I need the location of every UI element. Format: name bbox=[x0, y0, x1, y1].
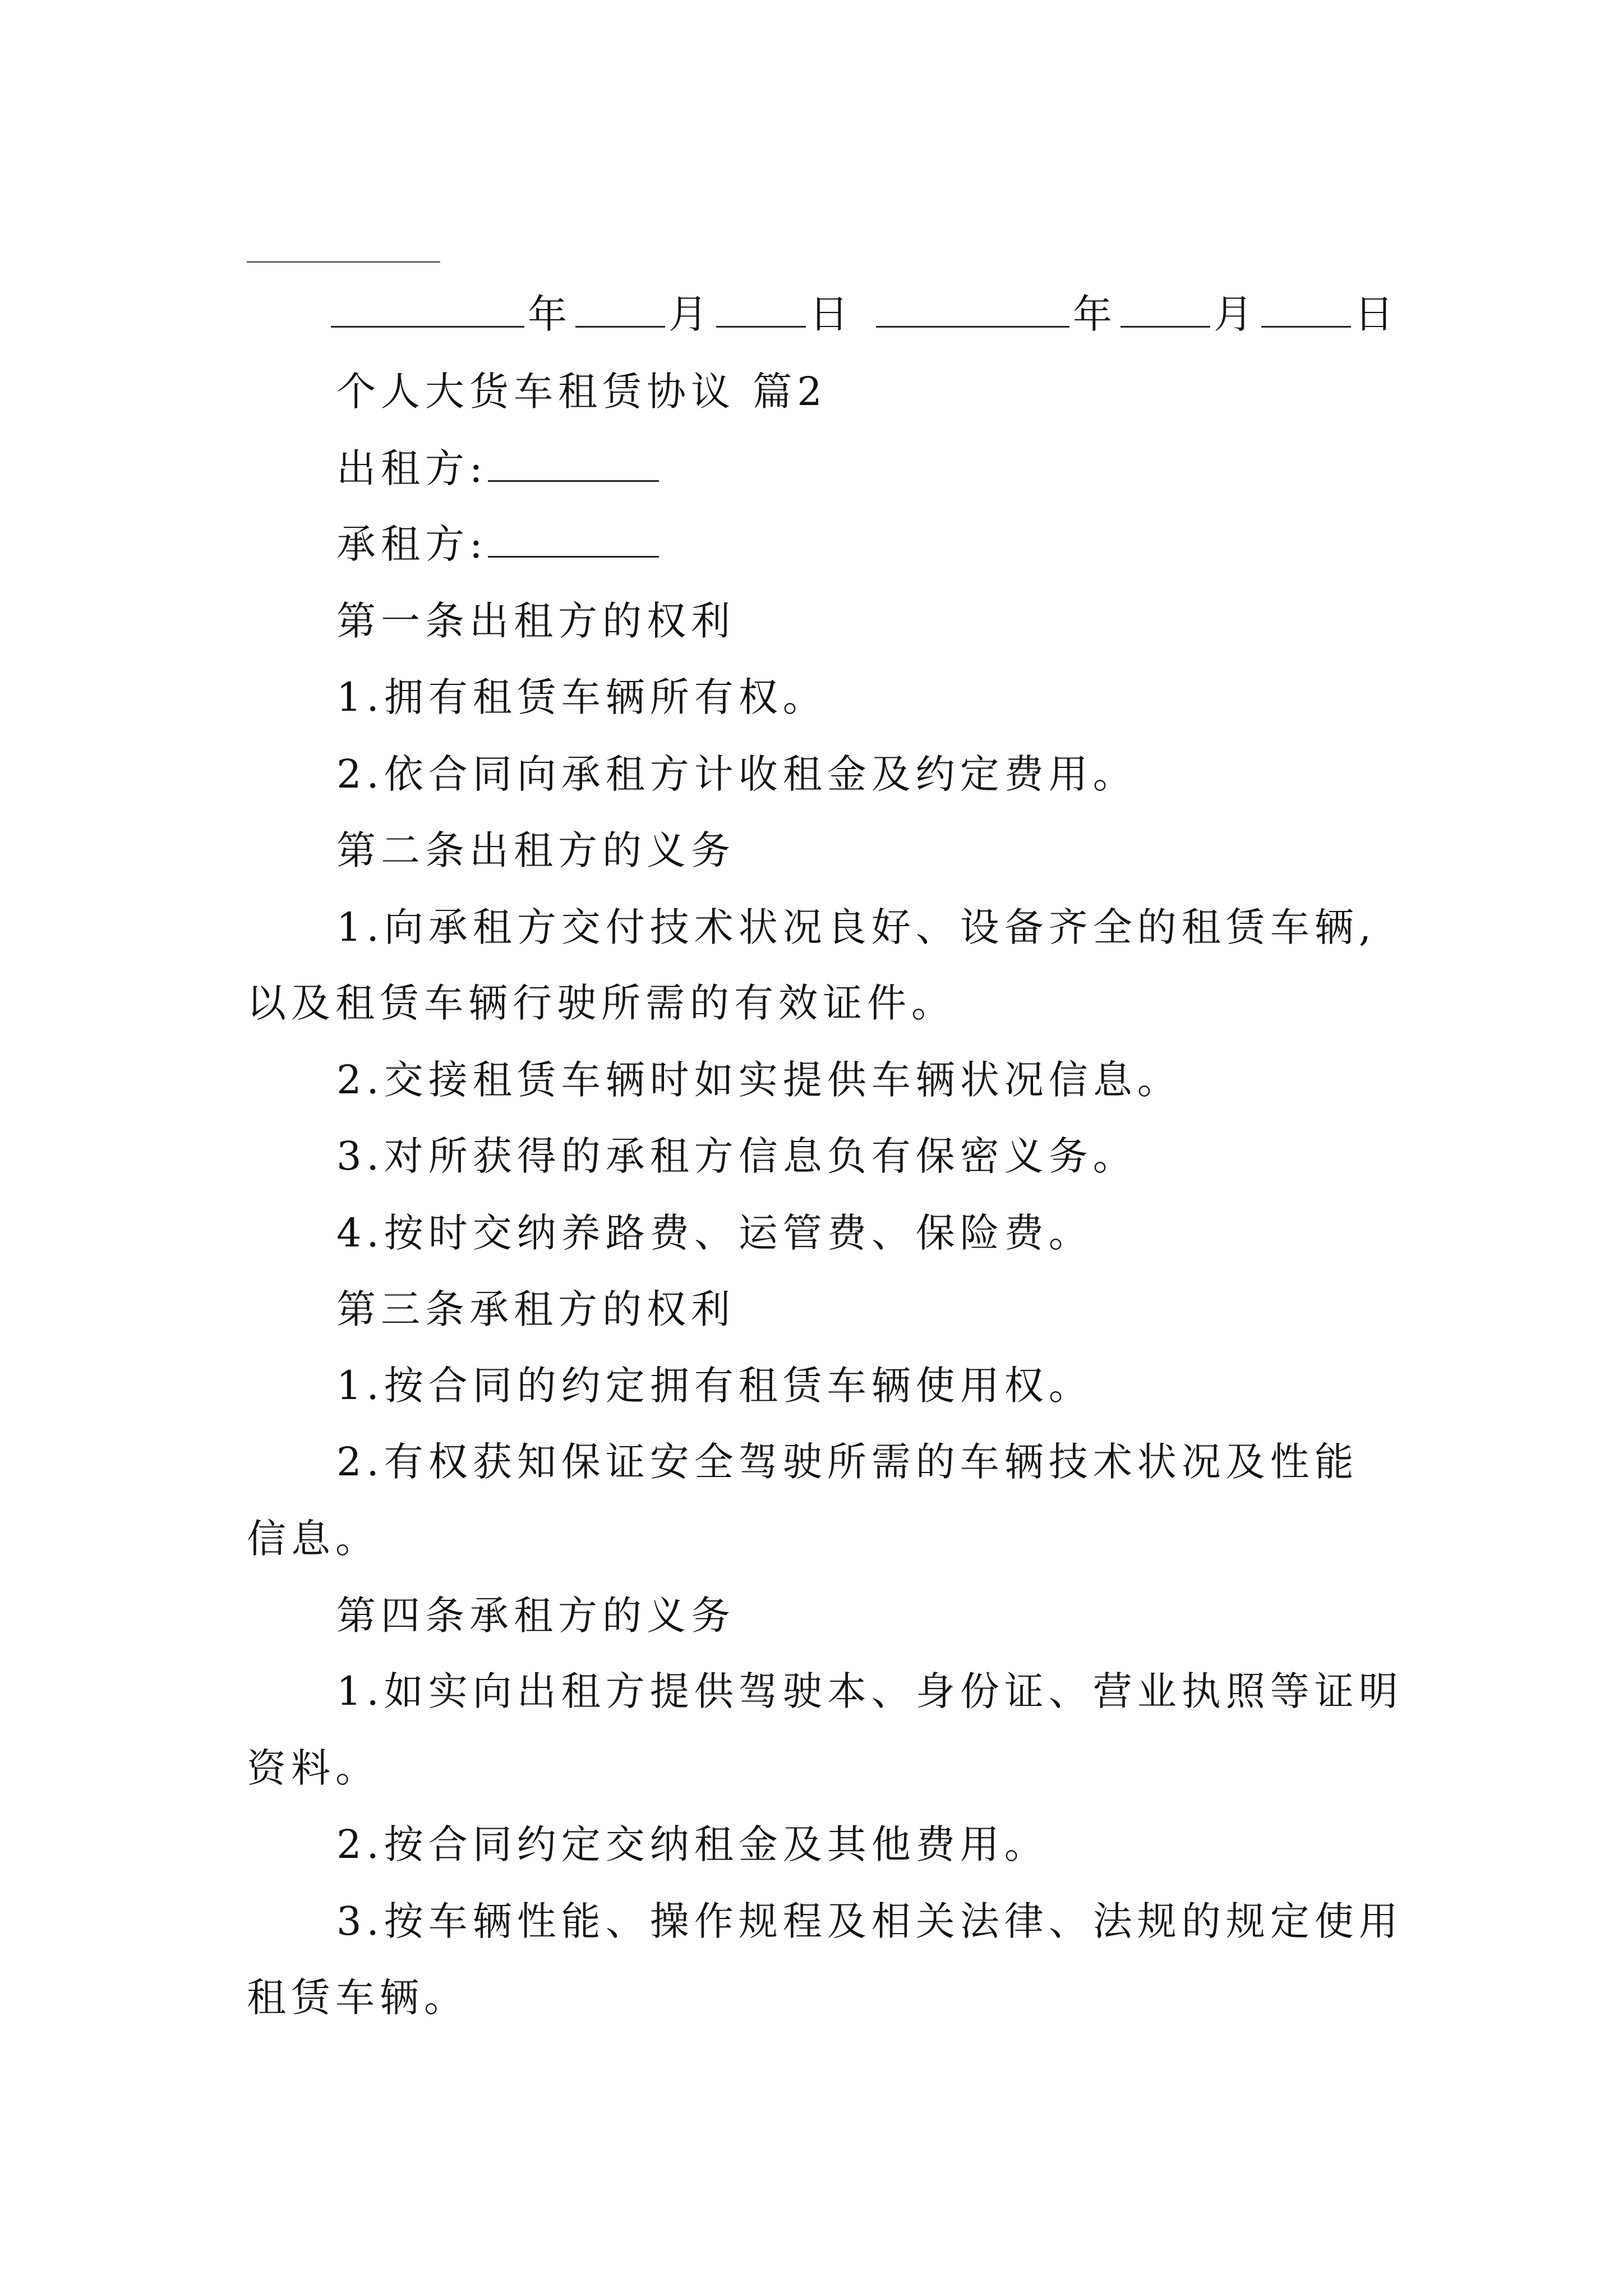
lessee-blank bbox=[488, 523, 659, 558]
year-label: 年 bbox=[528, 291, 572, 337]
article-4-item-3-line-1: 3.按车辆性能、操作规程及相关法律、法规的规定使用 bbox=[336, 1898, 1403, 1944]
article-4-item-3-line-2: 租赁车辆。 bbox=[247, 1975, 468, 2021]
document-title: 个人大货车租赁协议 篇2 bbox=[336, 369, 827, 415]
month-blank bbox=[575, 293, 665, 328]
article-2-item-1-line-1: 1.向承租方交付技术状况良好、设备齐全的租赁车辆, bbox=[336, 904, 1377, 950]
article-3-item-2-line-1: 2.有权获知保证安全驾驶所需的车辆技术状况及性能 bbox=[336, 1439, 1359, 1485]
article-1-item-1: 1.拥有租赁车辆所有权。 bbox=[336, 674, 827, 720]
article-1-heading: 第一条出租方的权利 bbox=[336, 598, 735, 644]
day-label-2: 日 bbox=[1354, 291, 1399, 337]
year-blank-2 bbox=[876, 293, 1069, 328]
day-blank bbox=[716, 293, 806, 328]
article-3-heading: 第三条承租方的权利 bbox=[336, 1286, 735, 1332]
article-3-item-2-line-2: 信息。 bbox=[247, 1516, 380, 1562]
date-line bbox=[331, 292, 1399, 337]
month-label-2: 月 bbox=[1214, 291, 1258, 337]
article-4-item-1-line-2: 资料。 bbox=[247, 1745, 380, 1791]
year-blank bbox=[331, 293, 524, 328]
article-2-item-4: 4.按时交纳养路费、运管费、保险费。 bbox=[336, 1210, 1093, 1256]
article-1-item-2: 2.依合同向承租方计收租金及约定费用。 bbox=[336, 751, 1137, 797]
article-4-heading: 第四条承租方的义务 bbox=[336, 1593, 735, 1639]
lessor-line bbox=[336, 446, 662, 491]
year-label-2: 年 bbox=[1073, 291, 1117, 337]
day-blank-2 bbox=[1261, 293, 1351, 328]
article-4-item-2: 2.按合同约定交纳租金及其他费用。 bbox=[336, 1821, 1049, 1867]
month-blank-2 bbox=[1121, 293, 1210, 328]
article-4-item-1-line-1: 1.如实向出租方提供驾驶本、身份证、营业执照等证明 bbox=[336, 1668, 1403, 1714]
lessor-label: 出租方: bbox=[336, 445, 488, 491]
lessee-line bbox=[336, 522, 662, 567]
lessor-blank bbox=[488, 448, 659, 482]
article-2-item-2: 2.交接租赁车辆时如实提供车辆状况信息。 bbox=[336, 1057, 1182, 1103]
signature-rule bbox=[247, 261, 440, 263]
article-2-heading: 第二条出租方的义务 bbox=[336, 827, 735, 873]
month-label: 月 bbox=[668, 291, 713, 337]
lessee-label: 承租方: bbox=[336, 521, 488, 567]
article-2-item-3: 3.对所获得的承租方信息负有保密义务。 bbox=[336, 1133, 1137, 1179]
article-2-item-1-line-2: 以及租赁车辆行驶所需的有效证件。 bbox=[247, 980, 956, 1026]
article-3-item-1: 1.按合同的约定拥有租赁车辆使用权。 bbox=[336, 1363, 1093, 1409]
day-label: 日 bbox=[809, 291, 854, 337]
